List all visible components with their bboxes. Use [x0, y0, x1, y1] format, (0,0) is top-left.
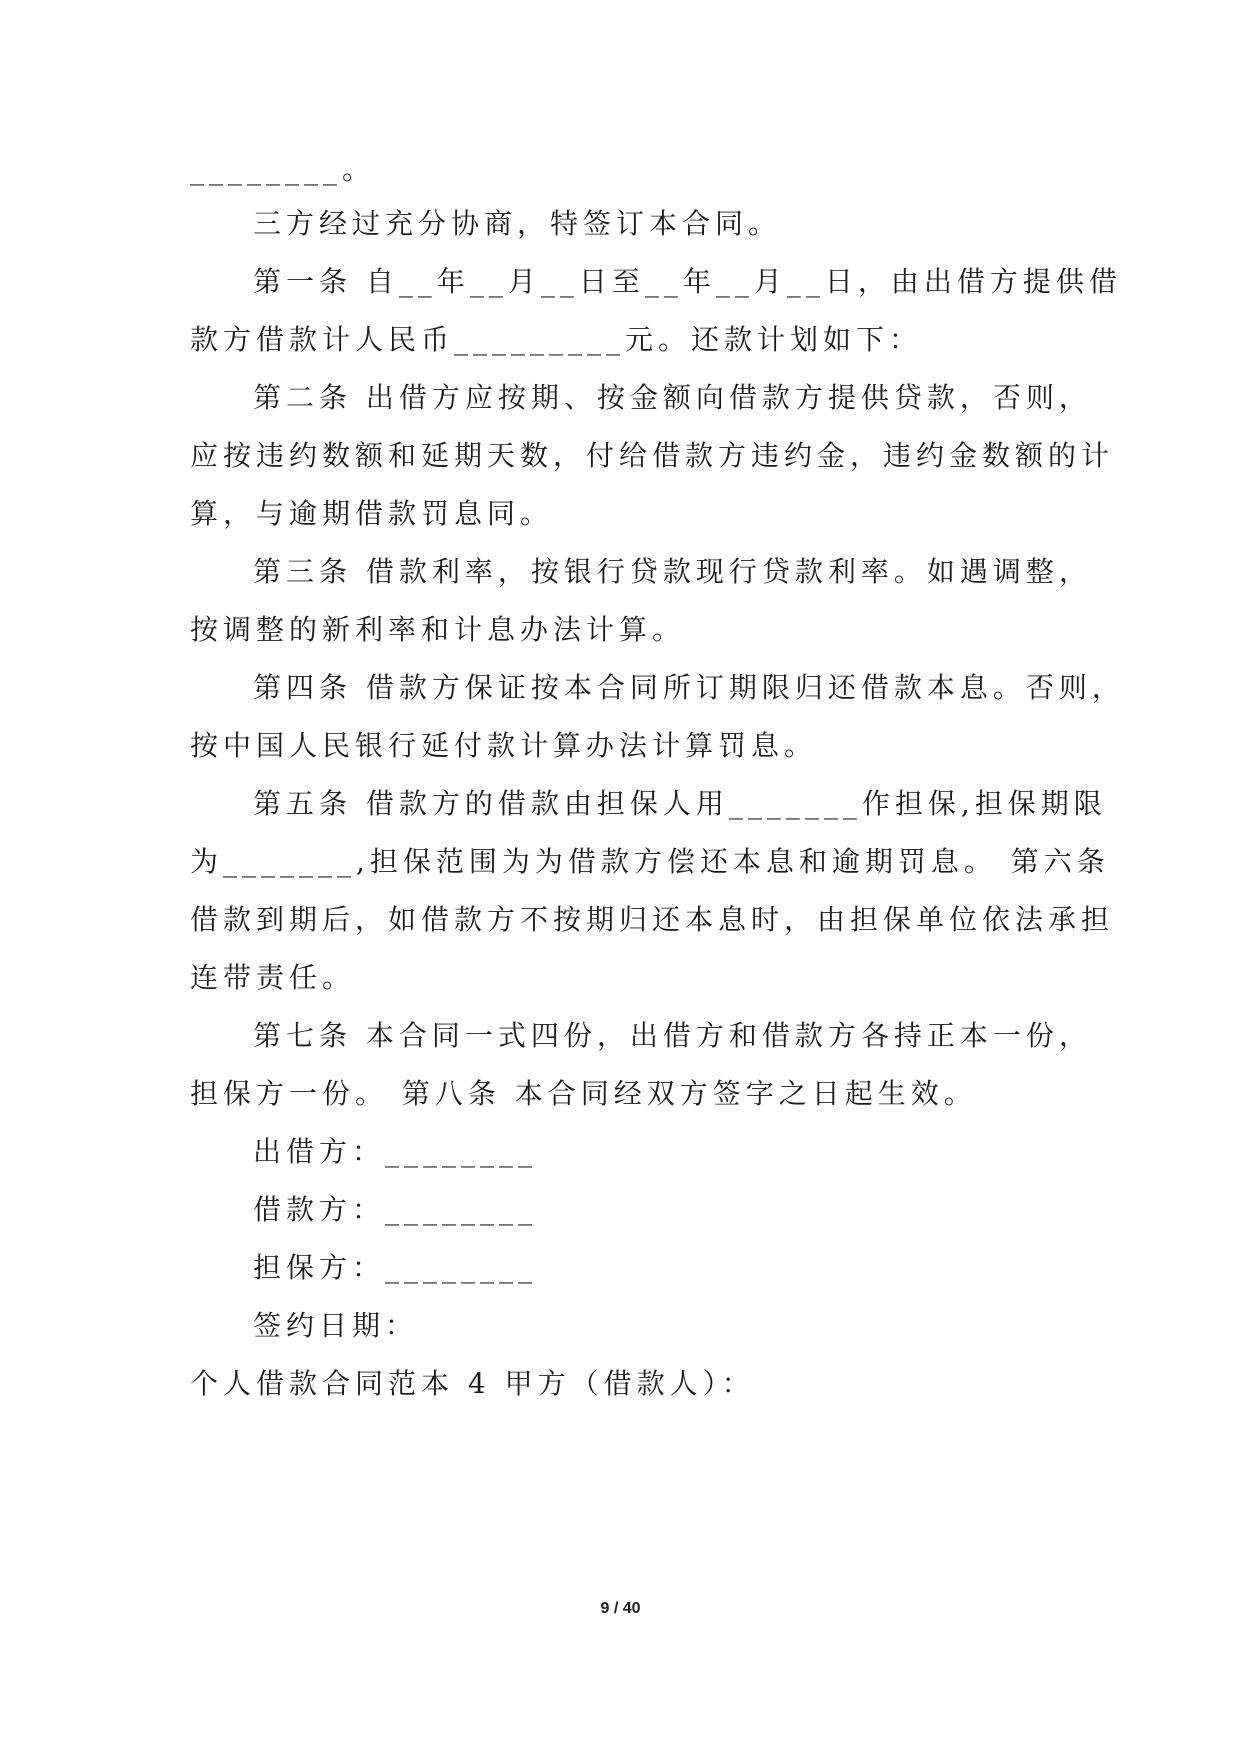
- blank-line-continuation: ________。: [190, 153, 376, 186]
- article-6-line-1: 借款到期后，如借款方不按期归还本息时，由担保单位依法承担: [190, 903, 1115, 936]
- borrower-signature-line: 借款方：________: [253, 1193, 538, 1226]
- article-5-line-2: 为_______,担保范围为为借款方偿还本息和逾期罚息。 第六条: [190, 845, 1110, 878]
- article-2-line-3: 算，与逾期借款罚息同。: [190, 497, 554, 530]
- intro-paragraph: 三方经过充分协商，特签订本合同。: [253, 207, 782, 240]
- article-3-line-1: 第三条 借款利率，按银行贷款现行贷款利率。如遇调整，: [253, 555, 1092, 588]
- article-7-line-1: 第七条 本合同一式四份，出借方和借款方各持正本一份，: [253, 1019, 1092, 1052]
- next-contract-heading: 个人借款合同范本 4 甲方（借款人）：: [190, 1367, 755, 1400]
- article-2-line-1: 第二条 出借方应按期、按金额向借款方提供贷款，否则，: [253, 381, 1092, 414]
- page-number: 9 / 40: [600, 1600, 641, 1617]
- article-3-line-2: 按调整的新利率和计息办法计算。: [190, 613, 686, 646]
- signing-date-line: 签约日期：: [253, 1309, 419, 1342]
- article-7-line-2: 担保方一份。 第八条 本合同经双方签字之日起生效。: [190, 1077, 977, 1110]
- article-2-line-2: 应按违约数额和延期天数，付给借款方违约金，违约金数额的计: [190, 439, 1115, 472]
- lender-signature-line: 出借方：________: [253, 1135, 538, 1168]
- article-6-line-2: 连带责任。: [190, 961, 356, 994]
- article-1-line-1: 第一条 自__年__月__日至__年__月__日，由出借方提供借: [253, 265, 1122, 298]
- article-5-line-1: 第五条 借款方的借款由担保人用_______作担保,担保期限: [253, 787, 1107, 820]
- article-4-line-2: 按中国人民银行延付款计算办法计算罚息。: [190, 729, 818, 762]
- article-4-line-1: 第四条 借款方保证按本合同所订期限归还借款本息。否则，: [253, 671, 1125, 704]
- article-1-line-2: 款方借款计人民币_________元。还款计划如下：: [190, 323, 923, 356]
- guarantor-signature-line: 担保方：________: [253, 1251, 538, 1284]
